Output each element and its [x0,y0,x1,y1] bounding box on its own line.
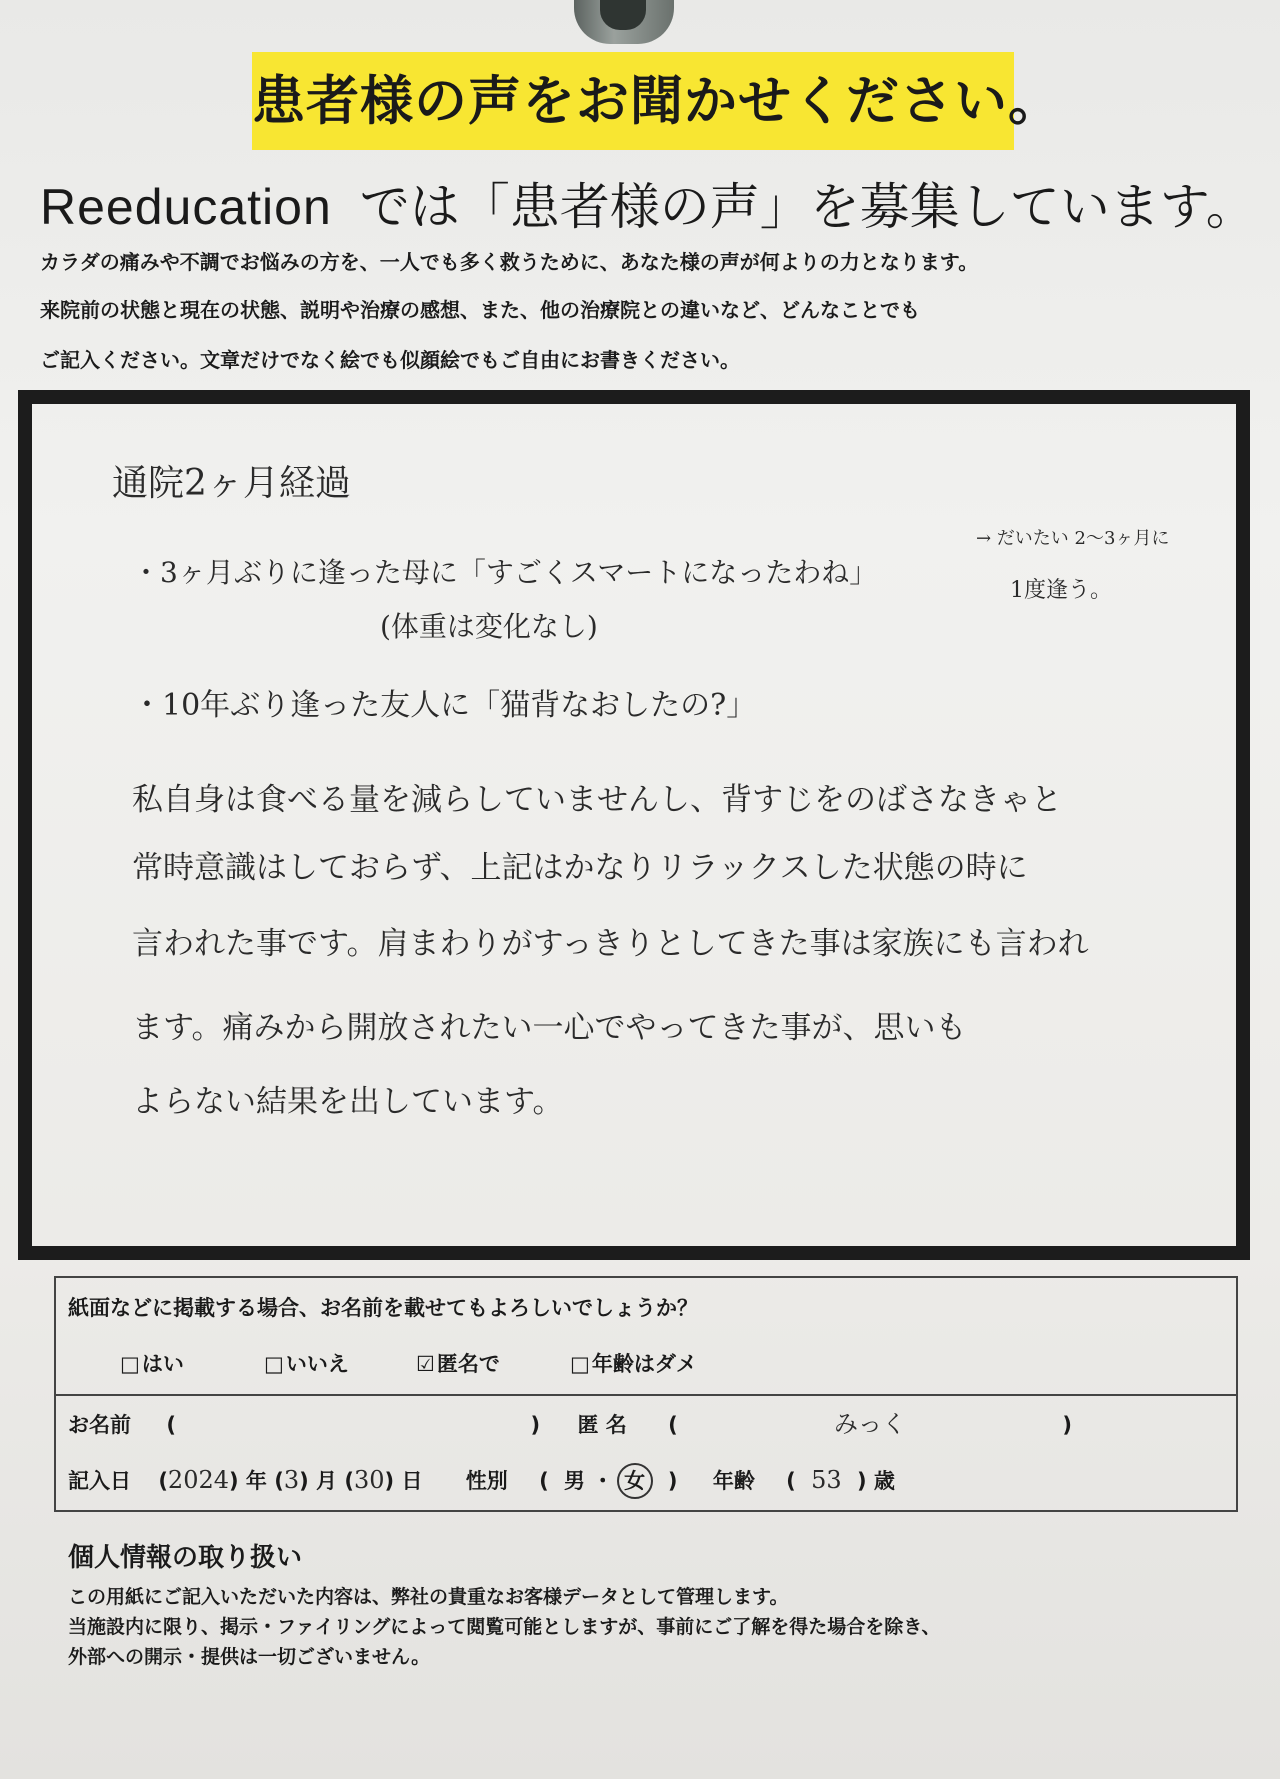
name-row [68,1404,1072,1444]
age-close-paren: ) [856,1469,867,1493]
checkbox-anonymous[interactable]: ☑ [416,1352,435,1376]
date-label: 記入日 [68,1469,131,1493]
option-anonymous-label: 匿名で [436,1352,500,1376]
intro-line-1: カラダの痛みや不調でお悩みの方を、一人でも多く救うために、あなた様の声が何よりの力となります。 [40,250,979,274]
anon-close-paren: ) [1062,1413,1072,1437]
checkbox-no-age[interactable]: □ [570,1352,590,1376]
option-no[interactable] [264,1346,349,1382]
gender-male[interactable]: 男 [563,1469,585,1493]
day-field[interactable]: 30 [353,1466,385,1494]
handwritten-line-2: ・10年ぶり逢った友人に「猫背なおしたの?」 [132,688,757,723]
handwritten-body-2: 常時意識はしておらず、上記はかなりリラックスした状態の時に [132,850,1028,886]
handwritten-body-4: ます。痛みから開放されたい一心でやってきた事が、思いも [132,1010,967,1046]
handwritten-body-1: 私自身は食べる量を減らしていませんし、背すじをのばさなきゃと [132,782,1062,818]
anon-name-field[interactable]: みっく [834,1410,907,1438]
age-unit: 歳 [873,1469,895,1493]
privacy-line-2: 当施設内に限り、掲示・ファイリングによって閲覧可能としますが、事前にご了解を得た場合を除き、 [68,1616,941,1638]
handwritten-line-1: ・3ヶ月ぶりに逢った母に「すごくスマートになったわね」 [132,556,878,589]
anon-open-paren: ( [668,1413,678,1437]
handwritten-side-note-2: 1度逢う。 [1010,578,1112,603]
day-close-paren: ) [384,1469,395,1493]
intro-line-3: ご記入ください。文章だけでなく絵でも似顔絵でもご自由にお書きください。 [40,348,740,372]
month-field[interactable]: 3 [283,1466,300,1494]
year-field[interactable]: 2024 [167,1466,229,1494]
name-label: お名前 [68,1413,131,1437]
handwritten-body-3: 言われた事です。肩まわりがすっきりとしてきた事は家族にも言われ [132,926,1089,962]
anon-label: 匿 名 [577,1413,627,1437]
checkbox-yes[interactable]: □ [120,1352,140,1376]
option-yes[interactable] [120,1346,184,1382]
age-field[interactable]: 53 [811,1466,842,1494]
age-label: 年齢 [712,1469,755,1493]
privacy-line-3: 外部への開示・提供は一切ございません。 [68,1646,431,1668]
name-close-paren: ) [530,1413,541,1437]
year-open-paren: ( [158,1469,168,1493]
page-title: 患者様の声をお聞かせください。 [252,71,1062,132]
handwritten-line-1-note: (体重は変化なし) [380,610,598,643]
day-open-paren: ( [344,1469,354,1493]
handwritten-side-note-1: → だいたい 2〜3ヶ月に [976,528,1170,549]
option-yes-label: はい [141,1352,184,1376]
intro-line-2: 来院前の状態と現在の状態、説明や治療の感想、また、他の治療院との違いなど、どんなことでも [40,298,920,322]
option-no-age[interactable] [570,1346,697,1382]
comment-box [18,390,1250,1260]
handwritten-heading: 通院2ヶ月経過 [112,463,351,504]
option-no-label: いいえ [285,1352,349,1376]
gender-close-paren: ) [667,1469,678,1493]
subtitle [40,172,1260,242]
option-no-age-label: 年齢はダメ [591,1352,697,1376]
month-close-paren: ) [299,1469,309,1493]
privacy-line-1: この用紙にご記入いただいた内容は、弊社の貴重なお客様データとして管理します。 [68,1586,789,1608]
consent-question: 紙面などに掲載する場合、お名前を載せてもよろしいでしょうか？ [68,1296,698,1320]
date-row [68,1460,895,1500]
subtitle-text: では「患者様の声」を募集しています。 [359,178,1256,236]
gender-separator: ・ [592,1469,614,1493]
form-divider [54,1394,1238,1396]
month-label: 月 [316,1469,338,1493]
gender-label: 性別 [465,1469,508,1493]
privacy-heading: 個人情報の取り扱い [68,1543,303,1573]
gender-female-circled[interactable]: 女 [617,1463,653,1499]
gender-open-paren: ( [539,1469,549,1493]
year-label: 年 [245,1469,267,1493]
year-close-paren: ) [229,1469,239,1493]
age-open-paren: ( [786,1469,796,1493]
month-open-paren: ( [274,1469,284,1493]
name-open-paren: ( [166,1413,176,1437]
checkbox-no[interactable]: □ [264,1352,284,1376]
option-anonymous[interactable] [416,1346,500,1382]
brand-name: Reeducation [40,179,332,235]
handwritten-body-5: よらない結果を出しています。 [132,1084,564,1120]
day-label: 日 [401,1469,423,1493]
